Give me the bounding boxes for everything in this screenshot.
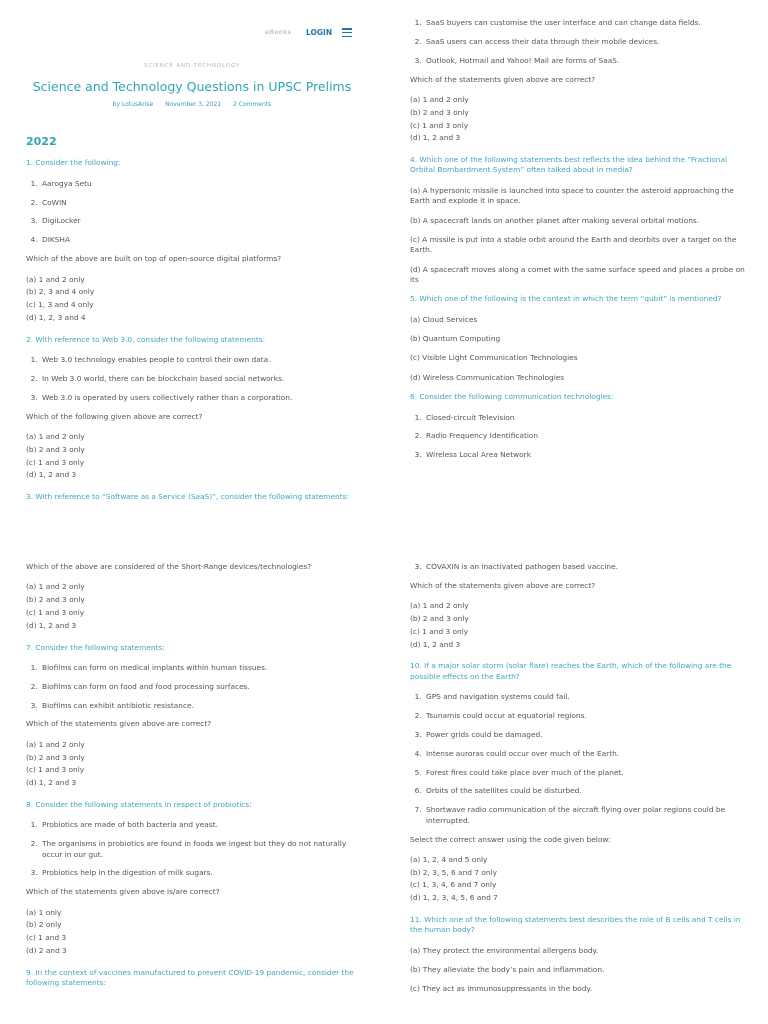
option: (b) A spacecraft lands on another planet after making several orbital motions. — [410, 215, 700, 225]
option: (a) Cloud Services — [410, 314, 478, 324]
list-item: 4. DIKSHA — [40, 235, 366, 245]
question-7-options — [26, 739, 366, 790]
option: (b) 2 and 3 only — [410, 614, 469, 624]
option: (a) 1 and 2 only — [26, 432, 85, 442]
list-item: 2. CoWIN — [40, 198, 366, 208]
question-9-heading: 9. In the context of vaccines manufactured to prevent COVID-19 pandemic, consider the following statements: — [26, 967, 354, 988]
option: (d) A spacecraft moves along a comet with the same surface speed and places a probe on its — [410, 264, 745, 284]
list-item: 1. Biofilms can form on medical implants within human tissues. — [40, 663, 366, 673]
list-item: 1. SaaS buyers can customise the user interface and can change data fields. — [424, 18, 750, 28]
option: (b) 2 and 3 only — [26, 752, 85, 762]
date-link[interactable]: November 3, 2021 — [165, 101, 222, 108]
list-item: 3. DigiLocker — [40, 216, 366, 226]
question-8-statements — [40, 820, 366, 878]
option: (d) 1, 2, 3, 4, 5, 6 and 7 — [410, 893, 498, 903]
option: (b) 2 and 3 only — [410, 107, 469, 117]
question-2-prompt: Which of the following given above are correct? — [26, 411, 203, 421]
category-label[interactable]: SCIENCE AND TECHNOLOGY — [143, 63, 241, 69]
option: (d) 1, 2 and 3 — [26, 470, 77, 480]
option: (b) 2, 3, 5, 6 and 7 only — [410, 867, 497, 877]
question-6-prompt: Which of the above are considered of the Short-Range devices/technologies? — [26, 562, 312, 571]
option: (a) 1 only — [26, 907, 62, 917]
option: (a) 1, 2, 4 and 5 only — [410, 854, 488, 864]
question-2-options — [26, 431, 366, 482]
page-quadrant-bottom-right — [384, 512, 768, 1024]
list-item: 3. Power grids could be damaged. — [424, 730, 750, 740]
list-item: 4. Intense auroras could occur over much of the Earth. — [424, 749, 750, 759]
page-quadrant-bottom-left — [0, 512, 384, 1024]
option: (d) 1, 2 and 3 — [26, 620, 77, 630]
question-1-statements — [40, 179, 366, 246]
option: (d) 1, 2 and 3 — [26, 778, 77, 788]
question-8-options — [26, 907, 366, 958]
question-10-prompt: Select the correct answer using the code given below: — [410, 834, 611, 844]
option: (b) 2 and 3 only — [26, 444, 85, 454]
question-3-prompt: Which of the statements given above are correct? — [410, 74, 596, 84]
login-link[interactable]: LOGIN — [306, 28, 333, 37]
list-item: 2. SaaS users can access their data through their mobile devices. — [424, 37, 750, 47]
option: (a) 1 and 2 only — [410, 94, 469, 104]
list-item: 3. Web 3.0 is operated by users collectively rather than a corporation. — [40, 393, 366, 403]
option: (a) 1 and 2 only — [410, 601, 469, 611]
question-9-statements — [424, 562, 750, 572]
list-item: 2. Radio Frequency Identification — [424, 431, 750, 441]
option: (a) 1 and 2 only — [26, 739, 85, 749]
list-item: 3. Biofilms can exhibit antibiotic resistance. — [40, 701, 366, 711]
list-item: 3. Outlook, Hotmail and Yahoo! Mail are forms of SaaS. — [424, 56, 750, 66]
question-11-heading: 11. Which one of the following statements best describes the role of B cells and T cells in the human body? — [410, 915, 741, 935]
page-quadrant-top-left — [0, 0, 384, 512]
list-item: 1. Web 3.0 technology enables people to control their own data. — [40, 355, 366, 365]
question-1-prompt: Which of the above are built on top of open-source digital platforms? — [26, 254, 282, 264]
list-item: 2. In Web 3.0 world, there can be blockchain based social networks. — [40, 374, 366, 384]
content-column — [26, 134, 366, 512]
question-7-statements — [40, 663, 366, 711]
option: (c) 1 and 3 only — [410, 120, 469, 130]
option: (b) 2, 3 and 4 only — [26, 287, 95, 297]
option: (a) A hypersonic missile is launched into space to counter the asteroid approaching the Earth and explode it in space. — [410, 185, 734, 206]
list-item: 3. Probiotics help in the digestion of milk sugars. — [40, 868, 366, 878]
option: (d) 2 and 3 — [26, 946, 67, 956]
year-heading: 2022 — [26, 135, 57, 148]
option: (c) A missile is put into a stable orbit around the Earth and deorbits over a target on the Earth. — [410, 234, 737, 255]
list-item: 1. Probiotics are made of both bacteria and yeast. — [40, 820, 366, 830]
question-9-prompt: Which of the statements given above are correct? — [410, 580, 596, 590]
option: (c) 1 and 3 only — [410, 626, 469, 636]
option: (d) 1, 2 and 3 — [410, 639, 461, 649]
list-item: 1. GPS and navigation systems could fail. — [424, 692, 750, 702]
option: (a) They protect the environmental allergens body. — [410, 945, 599, 955]
option: (c) 1, 3 and 4 only — [26, 300, 94, 310]
option: (c) 1 and 3 only — [26, 765, 85, 775]
question-6-statements — [424, 413, 750, 461]
option: (c) They act as immunosuppressants in the body. — [410, 984, 593, 994]
option: (d) 1, 2, 3 and 4 — [26, 312, 86, 322]
question-7-heading: 7. Consider the following statements: — [26, 642, 165, 652]
list-item: 2. The organisms in probiotics are found in foods we ingest but they do not naturally occur in our gut. — [40, 839, 366, 860]
question-5-heading: 5. Which one of the following is the context in which the term “qubit” is mentioned? — [410, 294, 722, 304]
option: (c) Visible Light Communication Technologies — [410, 353, 578, 363]
list-item: 2. Tsunamis could occur at equatorial regions. — [424, 711, 750, 721]
question-3-statements — [424, 18, 750, 66]
question-4-heading: 4. Which one of the following statements best reflects the idea behind the “Fractional Orbital Bombardment System” often talked about in media? — [410, 155, 728, 175]
option: (d) 1, 2 and 3 — [410, 133, 461, 143]
comments-link[interactable]: 2 Comments — [233, 101, 272, 108]
option: (c) 1 and 3 — [26, 933, 67, 943]
question-3-heading: 3. With reference to “Software as a Service (SaaS)”, consider the following statements: — [26, 492, 349, 502]
option: (c) 1 and 3 only — [26, 457, 85, 467]
option: (c) 1 and 3 only — [26, 607, 85, 617]
question-7-prompt: Which of the statements given above are correct? — [26, 719, 212, 729]
option: (b) 2 only — [26, 920, 62, 930]
content-column — [26, 562, 366, 999]
list-item: 3. COVAXIN is an inactivated pathogen based vaccine. — [424, 562, 750, 572]
question-9-options — [410, 600, 750, 651]
list-item: 3. Wireless Local Area Network — [424, 450, 750, 460]
question-8-prompt: Which of the statements given above is/are correct? — [26, 887, 220, 897]
post-meta — [0, 101, 384, 109]
question-10-heading: 10. If a major solar storm (solar flare) reaches the Earth, which of the following are the possible effects on the Earth? — [410, 661, 732, 681]
hamburger-menu-icon[interactable] — [342, 28, 352, 39]
list-item: 1. Aarogya Setu — [40, 179, 366, 189]
option: (a) 1 and 2 only — [26, 274, 85, 284]
question-6-options — [26, 581, 366, 632]
question-1-options — [26, 274, 366, 325]
content-column — [410, 562, 750, 1004]
question-2-statements — [40, 355, 366, 403]
question-3-options — [410, 94, 750, 145]
list-item: 7. Shortwave radio communication of the aircraft flying over polar regions could be interrupted. — [424, 805, 750, 826]
option: (b) They alleviate the body’s pain and inflammation. — [410, 965, 605, 975]
question-2-heading: 2. With reference to Web 3.0, consider the following statements: — [26, 334, 266, 344]
question-1-heading: 1. Consider the following: — [26, 158, 121, 168]
option: (c) 1, 3, 4, 6 and 7 only — [410, 880, 497, 890]
page-title: Science and Technology Questions in UPSC Prelims — [32, 79, 352, 94]
option: (d) Wireless Communication Technologies — [410, 372, 565, 382]
content-column — [410, 18, 750, 469]
question-6-heading: 6. Consider the following communication technologies: — [410, 392, 614, 402]
question-8-heading: 8. Consider the following statements in respect of probiotics: — [26, 800, 252, 810]
list-item: 1. Closed-circuit Television — [424, 413, 750, 423]
question-10-options — [410, 854, 750, 905]
option: (b) Quantum Computing — [410, 334, 501, 344]
list-item: 6. Orbits of the satellites could be disturbed. — [424, 786, 750, 796]
option: (b) 2 and 3 only — [26, 595, 85, 605]
list-item: 2. Biofilms can form on food and food processing surfaces. — [40, 682, 366, 692]
question-10-statements — [424, 692, 750, 826]
page-quadrant-top-right — [384, 0, 768, 512]
list-item: 5. Forest fires could take place over much of the planet. — [424, 768, 750, 778]
nav-link-ebooks[interactable]: eBooks — [265, 28, 292, 36]
author-link[interactable]: by LotusArise — [112, 101, 154, 108]
option: (a) 1 and 2 only — [26, 582, 85, 592]
